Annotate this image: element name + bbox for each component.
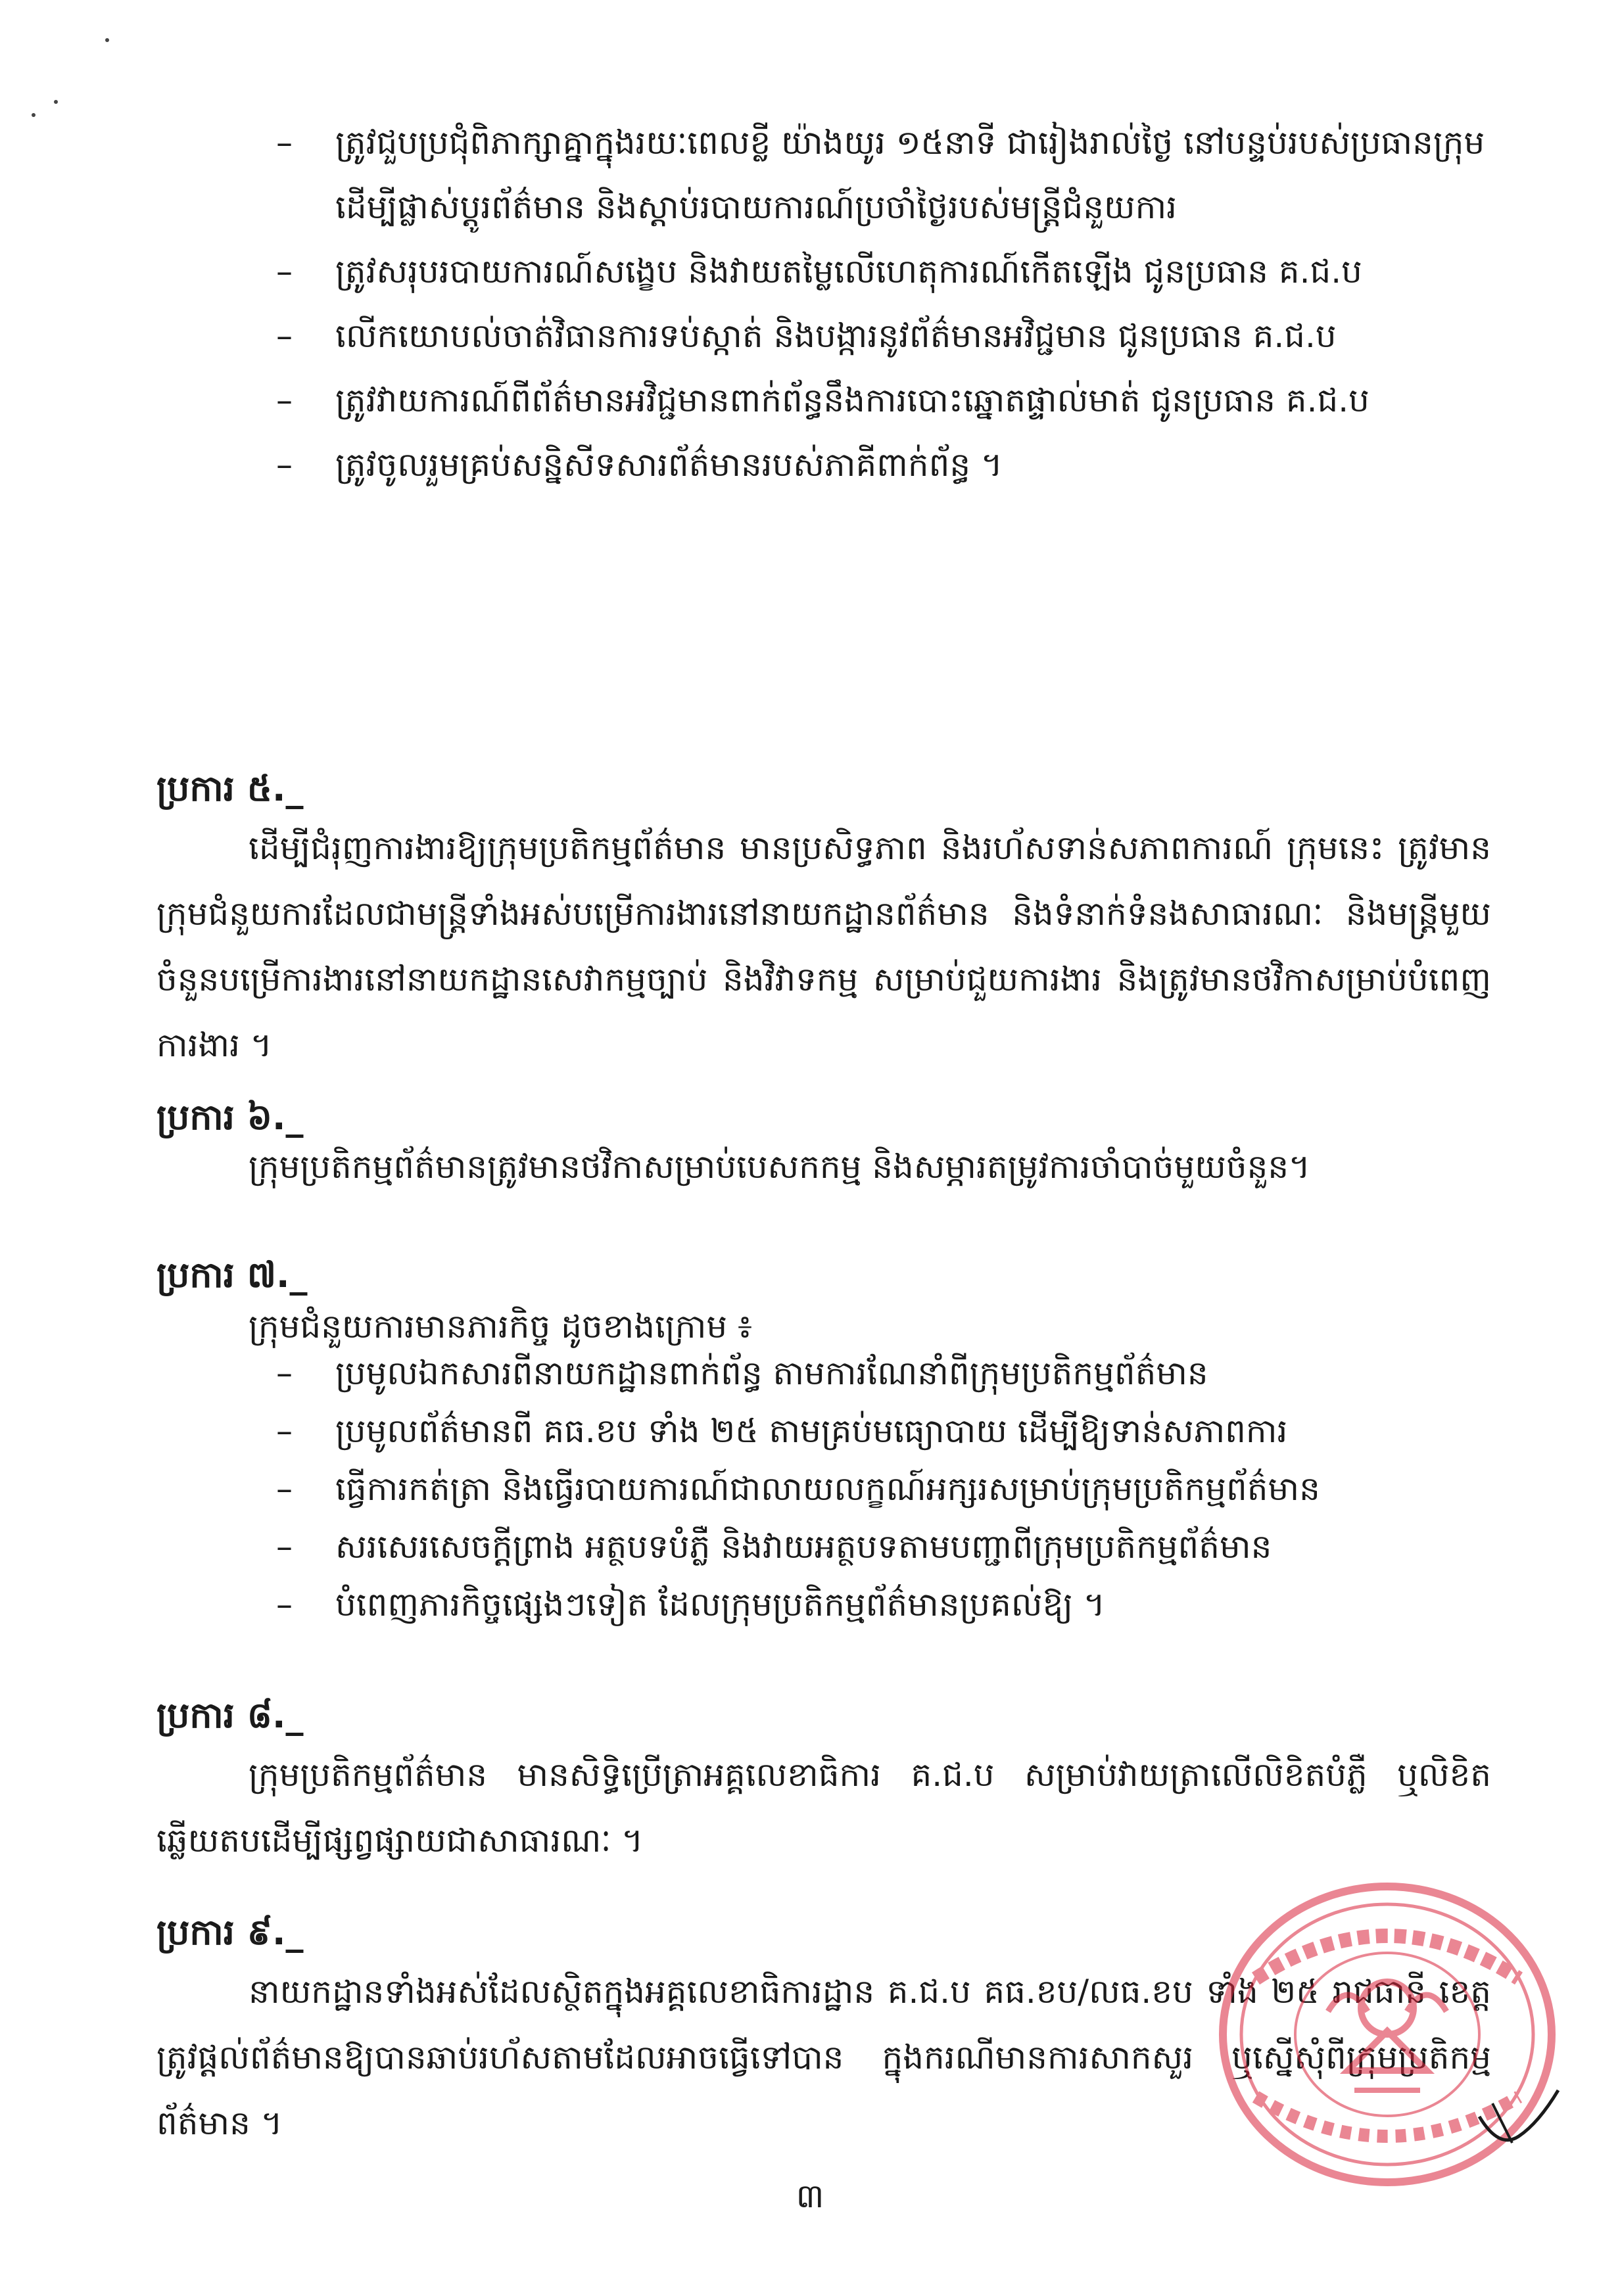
list-item: – ប្រមូលព័ត៌មានពី គធ.ខប ទាំង ២៥ តាមគ្រប់មធ្យោបាយ ដើម្បីឱ្យទាន់សភាពការ xyxy=(276,1402,1499,1460)
article-7-bullet-list xyxy=(276,1344,1499,1633)
article-5-heading: ប្រការ ៥._ xyxy=(156,768,304,809)
list-item: – ត្រូវចូលរួមគ្រប់សន្និសីទសារព័ត៌មានរបស់ភាគីពាក់ព័ន្ធ ។ xyxy=(276,433,1499,497)
dash-marker: – xyxy=(276,124,293,162)
list-item: – ធ្វើការកត់ត្រា និងធ្វើរបាយការណ៍ជាលាយលក្ខណ៍អក្សរសម្រាប់ក្រុមប្រតិកម្មព័ត៌មាន xyxy=(276,1460,1499,1518)
list-item: – ត្រូវសរុបរបាយការណ៍សង្ខេប និងវាយតម្លៃលើហេតុការណ៍កើតឡើង ជូនប្រធាន គ.ជ.ប xyxy=(276,239,1499,304)
dash-marker: – xyxy=(276,1470,293,1508)
dash-marker: – xyxy=(276,1585,293,1624)
article-6-text: ក្រុមប្រតិកម្មព័ត៌មានត្រូវមានថវិកាសម្រាប់បេសកកម្ម និងសម្ភារតម្រូវការចាំបាច់មួយចំនួន។ xyxy=(249,1148,1311,1186)
dash-marker: – xyxy=(276,1412,293,1450)
scan-speck xyxy=(54,100,58,104)
article-5-text: ដើម្បីជំរុញការងារឱ្យក្រុមប្រតិកម្មព័ត៌មាន មានប្រសិទ្ធភាព និងរហ័សទាន់សភាពការណ៍ ក្រុមនេះ ត្រូវមានក្រុមជំនួយការដែលជាមន្ត្រីទាំងអស់បម្រើការងារនៅនាយកដ្ឋានព័ត៌មាន និងទំនាក់ទំនងសាធារណៈ និងមន្ត្រីមួយចំនួនបម្រើការងារនៅនាយកដ្ឋានសេវាកម្មច្បាប់ និងវិវាទកម្ម សម្រាប់ជួយការងារ និងត្រូវមានថវិកាសម្រាប់បំពេញការងារ ។ xyxy=(156,829,1491,1064)
list-item: – លើកយោបល់ចាត់វិធានការទប់ស្កាត់ និងបង្ការនូវព័ត៌មានអវិជ្ជមាន ជូនប្រធាន គ.ជ.ប xyxy=(276,304,1499,368)
dash-marker: – xyxy=(276,446,293,484)
dash-marker: – xyxy=(276,317,293,355)
article-8-text: ក្រុមប្រតិកម្មព័ត៌មាន មានសិទ្ធិប្រើត្រាអគ្គលេខាធិការ គ.ជ.ប សម្រាប់វាយត្រាលើលិខិតបំភ្លឺ ឬលិខិតឆ្លើយតបដើម្បីផ្សព្វផ្សាយជាសាធារណៈ ។ xyxy=(156,1756,1491,1860)
list-item: – សរសេរសេចក្តីព្រាង អត្ថបទបំភ្លឺ និងវាយអត្ថបទតាមបញ្ជាពីក្រុមប្រតិកម្មព័ត៌មាន xyxy=(276,1518,1499,1576)
article-7-heading: ប្រការ ៧._ xyxy=(156,1254,308,1296)
scan-speck xyxy=(105,38,109,42)
top-bullet-list xyxy=(276,110,1499,497)
article-6-heading: ប្រការ ៦._ xyxy=(156,1096,304,1138)
article-7-intro: ក្រុមជំនួយការមានភារកិច្ច ដូចខាងក្រោម ៖ xyxy=(249,1307,752,1346)
dash-marker: – xyxy=(276,252,293,291)
page-number: ៣ xyxy=(796,2177,824,2215)
list-item: – ត្រូវវាយការណ៍ពីព័ត៌មានអវិជ្ជមានពាក់ព័ន្ធនឹងការបោះឆ្នោតផ្ទាល់មាត់ ជូនប្រធាន គ.ជ.ប xyxy=(276,368,1499,433)
list-item: – បំពេញភារកិច្ចផ្សេងៗទៀត ដែលក្រុមប្រតិកម្មព័ត៌មានប្រគល់ឱ្យ ។ xyxy=(276,1576,1499,1633)
dash-marker: – xyxy=(276,381,293,419)
dash-marker: – xyxy=(276,1528,293,1566)
signature-mark-icon xyxy=(1473,2077,1565,2163)
list-item: – ត្រូវជួបប្រជុំពិភាក្សាគ្នាក្នុងរយៈពេលខ្លី យ៉ាងយូរ ១៥នាទី ជារៀងរាល់ថ្ងៃ នៅបន្ទប់របស់ប្រធានក្រុម ដើម្បីផ្លាស់ប្តូរព័ត៌មាន និងស្តាប់របាយការណ៍ប្រចាំថ្ងៃរបស់មន្ត្រីជំនួយការ xyxy=(276,110,1499,239)
article-9-heading: ប្រការ ៩._ xyxy=(156,1911,304,1953)
dash-marker: – xyxy=(276,1354,293,1392)
scan-speck xyxy=(32,113,36,117)
article-8-heading: ប្រការ ៨._ xyxy=(156,1695,304,1736)
list-item: – ប្រមូលឯកសារពីនាយកដ្ឋានពាក់ព័ន្ធ តាមការណែនាំពីក្រុមប្រតិកម្មព័ត៌មាន xyxy=(276,1344,1499,1402)
article-9-text: នាយកដ្ឋានទាំងអស់ដែលស្ថិតក្នុងអគ្គលេខាធិការដ្ឋាន គ.ជ.ប គធ.ខប/លធ.ខប ទាំង ២៥ រាជធានី ខេត្ត ត្រូវផ្តល់ព័ត៌មានឱ្យបានឆាប់រហ័សតាមដែលអាចធ្វើទៅបាន ក្នុងករណីមានការសាកសួរ ឬស្នើសុំពីក្រុមប្រតិកម្មព័ត៌មាន ។ xyxy=(156,1973,1491,2142)
